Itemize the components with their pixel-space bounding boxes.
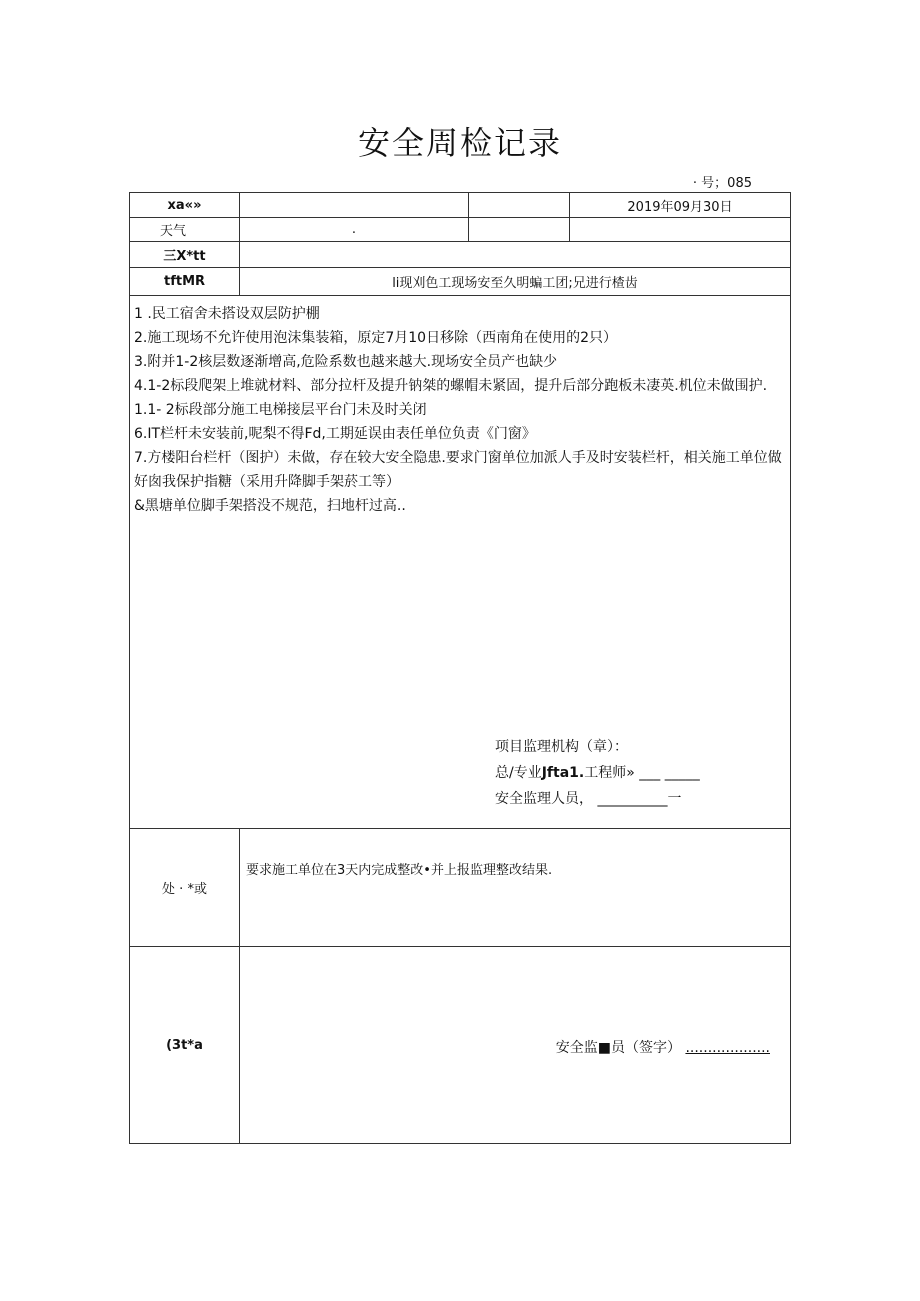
issue-item: 4.1-2标段爬架上堆就材料、部分拉杆及提升钠桀的螺帽未紧固，提升后部分跑板未凄英.机位未做围护. — [134, 378, 768, 394]
row4-value: li现刈色工现场安至久明蝙工团;兄进行楂齿 — [240, 268, 791, 296]
issue-item: 2.施工现场不允许使用泡沫集装箱，原定7月10日移除（西南角在使用的2只） — [134, 330, 617, 346]
processing-label: 处 · *或 — [130, 829, 240, 947]
row3-value[interactable] — [240, 242, 791, 268]
form-row-4 — [130, 268, 791, 296]
engineer-bold-text: Jfta1. — [541, 765, 585, 781]
review-cell — [240, 947, 791, 1144]
issues-row — [130, 296, 791, 829]
row2-extra-value[interactable] — [570, 218, 791, 242]
weather-label: 天气 — [130, 218, 240, 242]
issue-item: 3.附并1-2核层数逐渐增高,危险系数也越来越大.现场安全员产也缺少 — [134, 354, 558, 370]
issue-item: 1.1- 2标段部分施工电梯接层平台门未及时关闭 — [134, 402, 427, 418]
review-sign-label: 安全监■员（签字） — [555, 1040, 681, 1056]
row1-value[interactable] — [240, 193, 469, 218]
supervision-signature-block — [495, 734, 700, 812]
safety-staff-dash: 一 — [667, 791, 682, 807]
row2-extra[interactable] — [469, 218, 570, 242]
engineer-blank-2: _____ — [664, 765, 700, 781]
issue-item: 7.方楼阳台栏杆（图护）未做，存在较大安全隐患.要求门窗单位加派人手及时安装栏杆，相关施工单位做好囱我保护指糖（采用升降脚手架菸工等） — [134, 450, 782, 490]
row3-label: 三X*tt — [130, 242, 240, 268]
document-number: · 号；085 — [692, 176, 752, 191]
safety-signature-line — [495, 786, 700, 812]
issue-item: 1 .民工宿舍未搭设双层防护棚 — [134, 306, 320, 322]
engineer-blank-1: ___ — [639, 765, 661, 781]
review-label: (3t*a — [130, 947, 240, 1144]
issue-item: 6.IT栏杆未安装前,呢梨不得Fd,工期延误由表任单位负责《门窗》 — [134, 426, 536, 442]
issues-cell — [130, 296, 791, 829]
issue-item: &黑塘单位脚手架搭没不规范，扫地杆过高.. — [134, 498, 406, 514]
review-row — [130, 947, 791, 1144]
form-row-1 — [130, 193, 791, 218]
safety-staff-label: 安全监理人员， — [495, 791, 593, 807]
weather-value: . — [240, 218, 469, 242]
inspection-form-table — [129, 192, 791, 1144]
inspection-date: 2019年09月30日 — [570, 193, 791, 218]
row1-extra[interactable] — [469, 193, 570, 218]
review-signature — [556, 1037, 770, 1057]
row1-label: xa«» — [130, 193, 240, 218]
engineer-suffix: 工程师» — [584, 765, 635, 781]
row4-label: tftMR — [130, 268, 240, 296]
issues-list — [130, 296, 790, 518]
form-row-3 — [130, 242, 791, 268]
form-row-2 — [130, 218, 791, 242]
page-title: 安全周检记录 — [357, 124, 562, 162]
supervision-org-label: 项目监理机构（章）： — [495, 739, 628, 755]
engineer-prefix: 总/专业 — [495, 765, 542, 781]
review-sign-dots[interactable]: ................... — [685, 1040, 770, 1056]
safety-staff-blank: __________ — [597, 791, 668, 807]
engineer-signature-line — [495, 760, 700, 786]
processing-text: 要求施工单位在3天内完成整改•并上报监理整改结果. — [240, 829, 791, 947]
processing-row — [130, 829, 791, 947]
